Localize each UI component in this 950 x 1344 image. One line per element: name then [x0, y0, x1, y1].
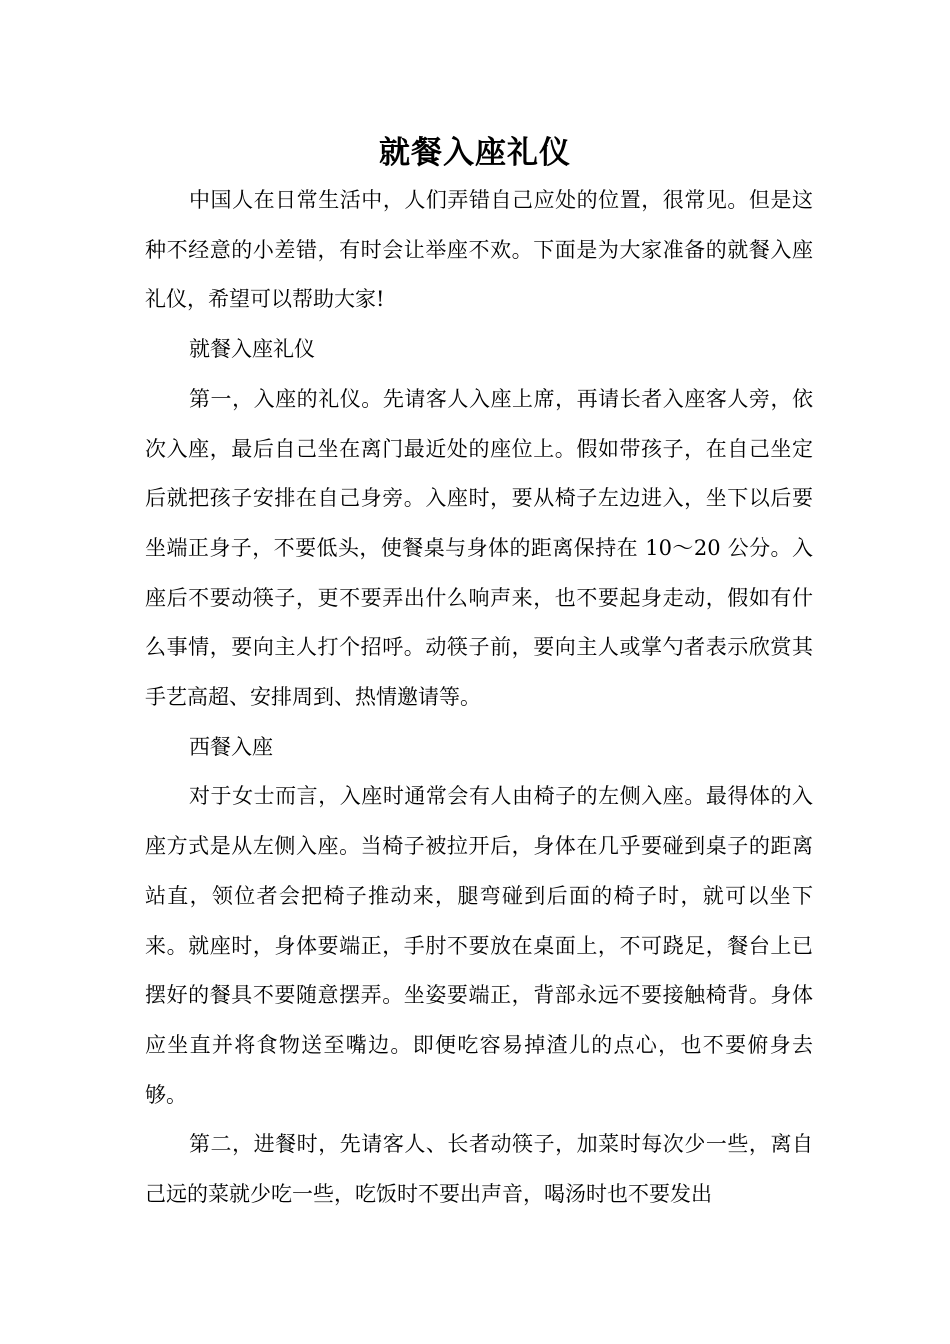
paragraph-intro: 中国人在日常生活中，人们弄错自己应处的位置，很常见。但是这种不经意的小差错，有时会让举座不欢。下面是为大家准备的就餐入座礼仪，希望可以帮助大家!	[145, 188, 813, 312]
document-title: 就餐入座礼仪	[379, 135, 571, 171]
subheading-dining-seating: 就餐入座礼仪	[189, 337, 315, 362]
document-body	[145, 176, 813, 1220]
paragraph-dining-manners: 第二，进餐时，先请客人、长者动筷子，加菜时每次少一些，离自己远的菜就少吃一些，吃饭时不要出声音，喝汤时也不要发出	[145, 1132, 813, 1207]
subheading-western-seating: 西餐入座	[189, 734, 273, 759]
paragraph-western-seating: 对于女士而言，入座时通常会有人由椅子的左侧入座。最得体的入座方式是从左侧入座。当椅子被拉开后，身体在几乎要碰到桌子的距离站直，领位者会把椅子推动来，腿弯碰到后面的椅子时，就可以坐下来。就座时，身体要端正，手肘不要放在桌面上，不可跷足，餐台上已摆好的餐具不要随意摆弄。坐姿要端正，背部永远不要接触椅背。身体应坐直并将食物送至嘴边。即便吃容易掉渣儿的点心，也不要俯身去够。	[145, 784, 813, 1107]
paragraph-seating-etiquette: 第一，入座的礼仪。先请客人入座上席，再请长者入座客人旁，依次入座，最后自己坐在离门最近处的座位上。假如带孩子，在自己坐定后就把孩子安排在自己身旁。入座时，要从椅子左边进入，坐下以后要坐端正身子，不要低头，使餐桌与身体的距离保持在 10～20 公分。入座后不要动筷子，更不要弄出什么响声来，也不要起身走动，假如有什么事情，要向主人打个招呼。动筷子前，要向主人或掌勺者表示欣赏其手艺高超、安排周到、热情邀请等。	[145, 386, 813, 710]
